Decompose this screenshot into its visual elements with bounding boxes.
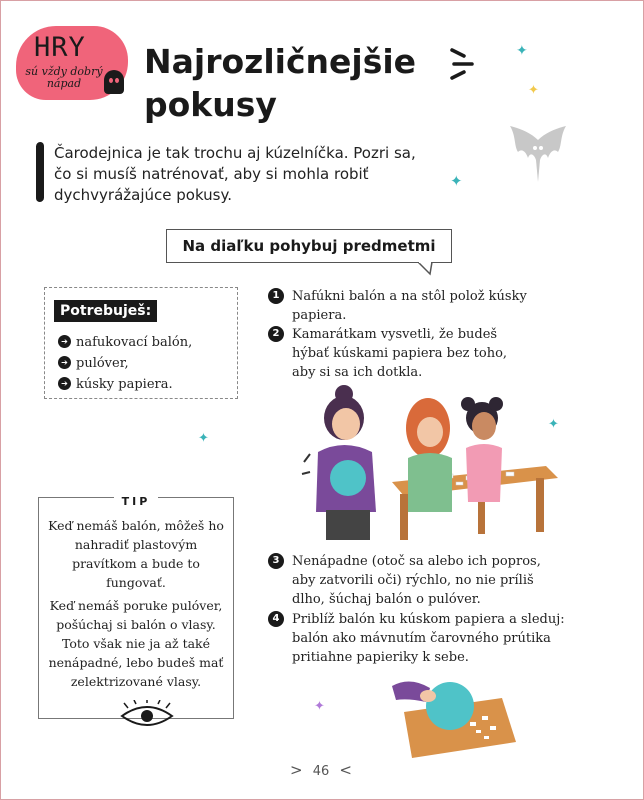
bat-icon [508,122,568,188]
eye-icon [118,700,176,730]
girls-illustration [296,382,566,542]
star-icon: ✦ [516,43,528,59]
intro-text: Čarodejnica je tak trochu aj kúzelníčka. Pozri sa, čo si musíš natrénovať, aby si mohla robiť dychvyrážajúce pokusy. [54,144,416,204]
step-text: Nafúkni balón a na stôl polož kúsky papiera. [292,289,527,323]
title-line-2: pokusy [144,85,277,124]
page-number [290,760,352,782]
step-4 [272,610,592,667]
step-1 [272,287,560,325]
section-title: Na diaľku pohybuj predmetmi [166,229,452,263]
step-text: Kamarátkam vysvetli, že budeš hýbať kúskami papiera bez toho, aby si sa ich dotkla. [292,327,508,380]
step-3 [272,552,568,609]
list-item: ➔ nafukovací balón, [58,332,192,353]
step-number: 3 [268,553,284,569]
needs-title: Potrebuješ: [54,300,157,322]
step-text: Priblíž balón ku kúskom papiera a sleduj: balón ako mávnutím čarovného prútika pritiahne papieriky k sebe. [292,612,565,665]
step-number: 4 [268,611,284,627]
star-icon: ✦ [450,172,463,190]
badge-title: HRY [34,32,86,63]
page-title [144,40,464,126]
balloon-illustration [390,672,520,760]
step-text: Nenápadne (otoč sa alebo ich popros, aby zatvorili oči) rýchlo, no nie príliš dlho, šúchaj balón o pulóver. [292,554,541,607]
category-badge [16,26,128,100]
tip-paragraph-2: Keď nemáš poruke pulóver, pošúchaj si balón o vlasy. Toto však nie ja až také nenápadné, lebo budeš mať zelektrizované vlasy. [48,598,224,689]
step-2 [272,325,532,382]
page-number-value: 46 [312,764,330,779]
list-item: ➔ kúsky papiera. [58,374,192,395]
intro-accent-bar [36,142,44,203]
star-icon: ✦ [528,83,539,98]
star-icon: ✦ [314,699,325,714]
step-number: 2 [268,326,284,342]
star-icon: ✦ [198,431,209,446]
tip-label: TIP [114,495,159,508]
ghost-icon [104,70,124,94]
needs-list [58,332,192,395]
tip-box [38,497,234,719]
chevron-right-icon: > [290,761,303,779]
chevron-left-icon: < [339,761,352,779]
sparkle-lines-icon [446,44,480,84]
step-number: 1 [268,288,284,304]
tip-paragraph-1: Keď nemáš balón, môžeš ho nahradiť plastovým pravítkom a bude to fungovať. [48,518,224,590]
title-line-1: Najrozličnejšie [144,42,417,81]
speech-tail-icon [418,262,434,276]
list-item: ➔ pulóver, [58,353,192,374]
star-icon: ✦ [548,417,559,432]
badge-subtitle: sú vždy dobrý nápad [25,65,103,90]
